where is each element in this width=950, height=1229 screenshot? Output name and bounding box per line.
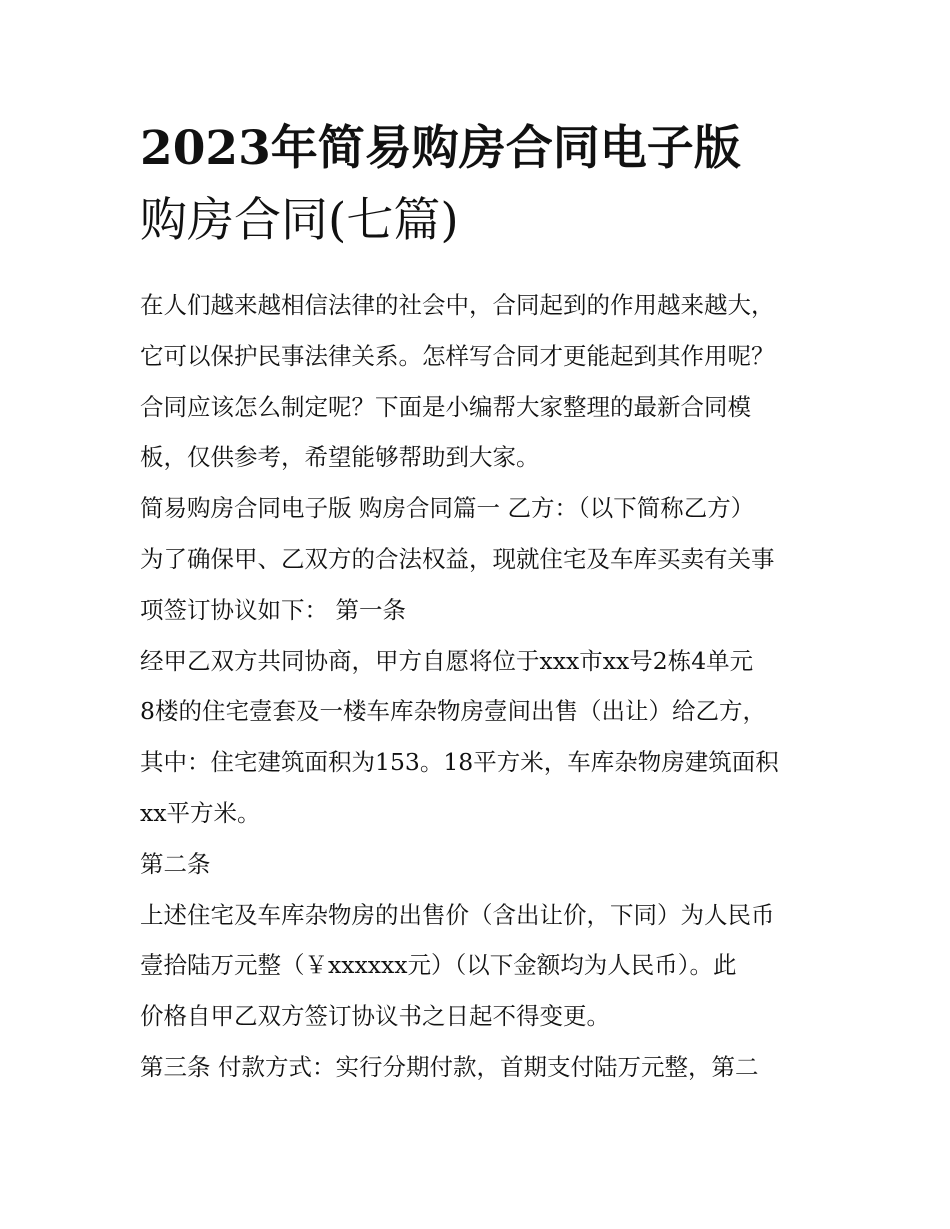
text-line: 第二条 — [140, 849, 211, 878]
text-line: xx平方米。 — [140, 798, 261, 827]
text-line: 在人们越来越相信法律的社会中，合同起到的作用越来越大， — [140, 291, 775, 319]
text-line: 价格自甲乙双方签订协议书之日起不得变更。 — [140, 1002, 610, 1031]
text-line: 8楼的住宅壹套及一楼车库杂物房壹间出售（出让）给乙方， — [140, 697, 766, 726]
text-line: 项签订协议如下： 第一条 — [140, 595, 406, 624]
document-body — [140, 280, 840, 1093]
text-line: 经甲乙双方共同协商，甲方自愿将位于xxx市xx号2栋4单元 — [140, 646, 754, 675]
text-line: 板，仅供参考，希望能够帮助到大家。 — [140, 443, 540, 472]
document-title — [140, 113, 840, 257]
title-line-1: 2023年简易购房合同电子版 — [140, 121, 741, 176]
text-line: 合同应该怎么制定呢？下面是小编帮大家整理的最新合同模 — [140, 392, 751, 421]
text-line: 第三条 付款方式：实行分期付款，首期支付陆万元整，第二 — [140, 1052, 759, 1081]
text-line: 它可以保护民事法律关系。怎样写合同才更能起到其作用呢？ — [140, 341, 775, 370]
text-line: 为了确保甲、乙双方的合法权益，现就住宅及车库买卖有关事 — [140, 544, 775, 573]
text-line: 上述住宅及车库杂物房的出售价（含出让价，下同）为人民币 — [140, 900, 775, 929]
text-line: 其中：住宅建筑面积为153。18平方米，车库杂物房建筑面积 — [140, 748, 779, 777]
title-line-2: 购房合同(七篇) — [140, 193, 459, 248]
text-line: 壹拾陆万元整（￥xxxxxx元）（以下金额均为人民币）。此 — [140, 951, 737, 980]
text-line: 简易购房合同电子版 购房合同篇一 乙方：（以下简称乙方） — [140, 494, 755, 523]
